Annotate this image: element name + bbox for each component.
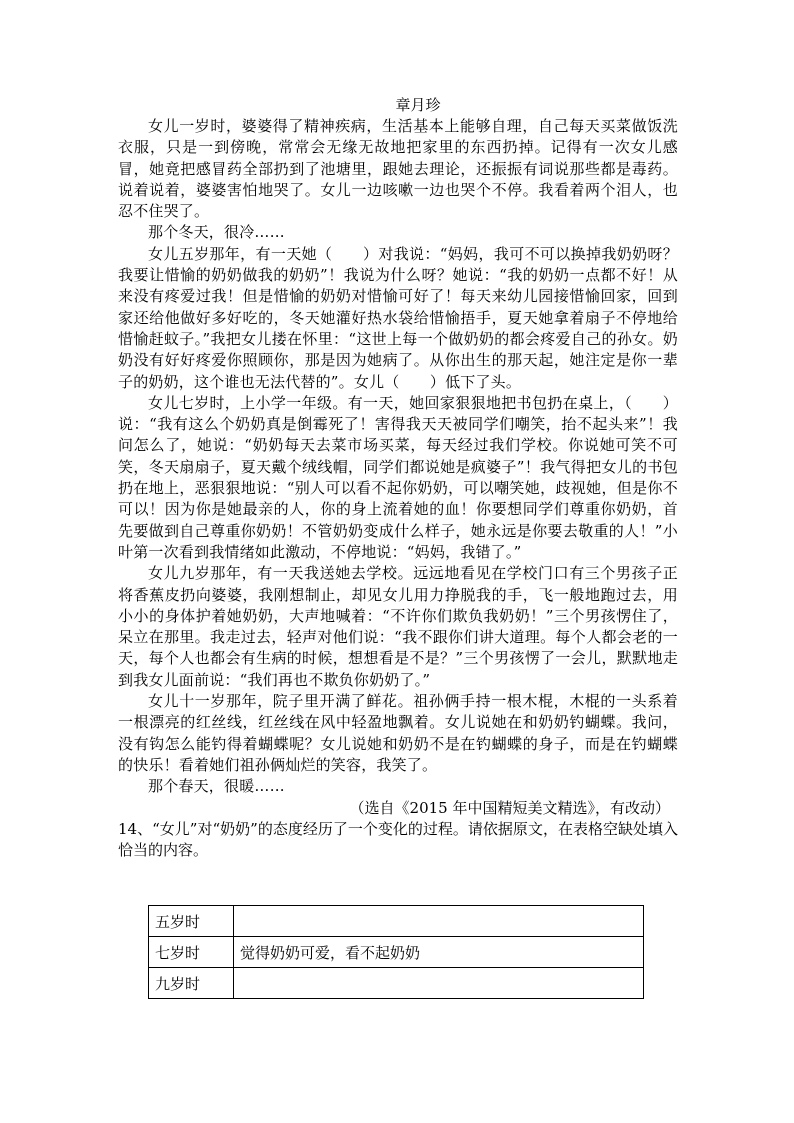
paragraph-age-nine: 女儿九岁那年，有一天我送她去学校。远远地看见在学校门口有三个男孩子正将香蕉皮扔向婆婆，我刚想制止，却见女儿用力挣脱我的手，飞一般地跑过去，用小小的身体护着她奶奶，大声地喊着：“不许你们欺负我奶奶！”三个男孩愣住了，呆立在那里。我走过去，轻声对他们说：“我不跟你们讲大道理。每个人都会老的一天，每个人也都会有生病的时候，想想看是不是？”三个男孩愣了一会儿，默默地走到我女儿面前说：“我们再也不欺负你奶奶了。” [118,564,678,689]
row-label-age-seven: 七岁时 [149,937,234,968]
answer-cell-age-five[interactable] [234,906,644,937]
row-label-age-five: 五岁时 [149,906,234,937]
paragraph-age-eleven: 女儿十一岁那年，院子里开满了鲜花。祖孙俩手持一根木棍，木棍的一头系着一根漂亮的红丝线，红丝线在风中轻盈地飘着。女儿说她在和奶奶钓蝴蝶。我问，没有钩怎么能钓得着蝴蝶呢？女儿说她和奶奶不是在钓蝴蝶的身子，而是在钓蝴蝶的快乐！看着她们祖孙俩灿烂的笑容，我笑了。 [118,692,678,774]
answer-table [148,905,644,999]
answer-cell-age-nine[interactable] [234,968,644,999]
author-name: 章月珍 [395,96,441,114]
table-row [149,906,644,937]
paragraph-age-five: 女儿五岁那年，有一天她（ ）对我说：“妈妈，我可不可以换掉我奶奶呀？我要让惜愉的奶奶做我的奶奶”！我说为什么呀？她说：“我的奶奶一点都不好！从来没有疼爱过我！但是惜愉的奶奶对惜愉可好了！每天来幼儿园接惜愉回家，回到家还给他做好多好吃的，冬天她灌好热水袋给惜愉捂手，夏天她拿着扇子不停地给惜愉赶蚊子。”我把女儿搂在怀里：“这世上每一个做奶奶的都会疼爱自己的孙女。奶奶没有好好疼爱你照顾你，那是因为她病了。从你出生的那天起，她注定是你一辈子的奶奶，这个谁也无法代替的”。女儿（ ）低下了头。 [118,244,678,391]
answer-cell-age-seven[interactable]: 觉得奶奶可爱，看不起奶奶 [234,937,644,968]
source-citation: （选自《2015 年中国精短美文精选》，有改动） [349,798,670,817]
document-body [118,94,678,861]
table-row [149,937,644,968]
question-14: 14、“女儿”对“奶奶”的态度经历了一个变化的过程。请依据原文，在表格空缺处填入恰当的内容。 [118,819,678,860]
table-row [149,968,644,999]
paragraph-age-seven: 女儿七岁时，上小学一年级。有一天，她回家狠狠地把书包扔在桌上，（ ）说：“我有这么个奶奶真是倒霉死了！害得我天天被同学们嘲笑，抬不起头来”！我问怎么了，她说：“奶奶每天去菜市场买菜，每天经过我们学校。你说她可笑不可笑，冬天扇扇子，夏天戴个绒线帽，同学们都说她是疯婆子”！我气得把女儿的书包扔在地上，恶狠狠地说：“别人可以看不起你奶奶，可以嘲笑她，歧视她，但是你不可以！因为你是她最亲的人，你的身上流着她的血！你要想同学们尊重你奶奶，首先要做到自己尊重你奶奶！不管奶奶变成什么样子，她永远是你要去敬重的人！”小叶第一次看到我情绪如此激动，不停地说：“妈妈，我错了。” [118,393,678,561]
paragraph-winter: 那个冬天，很冷…… [148,223,285,242]
paragraph-age-one: 女儿一岁时，婆婆得了精神疾病，生活基本上能够自理，自己每天买菜做饭洗衣服，只是一到傍晚，常常会无缘无故地把家里的东西扔掉。记得有一次女儿感冒，她竟把感冒药全部扔到了池塘里，跟她去理论，还振振有词说那些都是毒药。说着说着，婆婆害怕地哭了。女儿一边咳嗽一边也哭个不停。我看着两个泪人，也忍不住哭了。 [118,117,678,221]
paragraph-spring: 那个春天，很暖…… [148,777,285,796]
row-label-age-nine: 九岁时 [149,968,234,999]
